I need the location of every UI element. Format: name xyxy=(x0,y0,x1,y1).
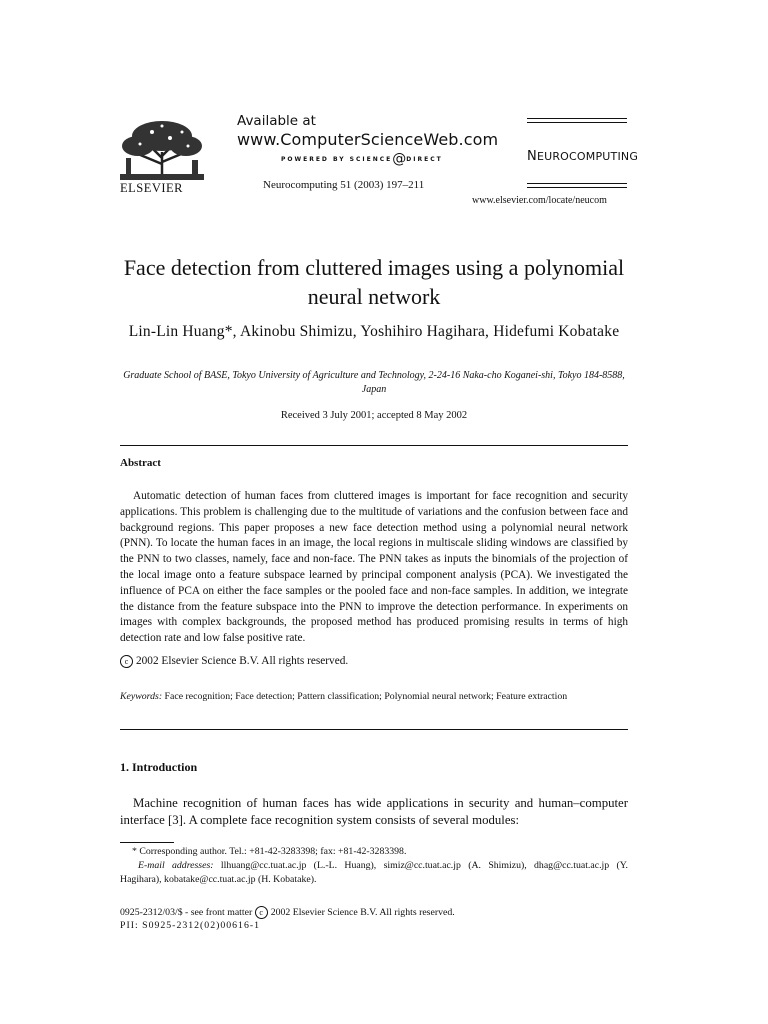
abstract-heading: Abstract xyxy=(120,457,161,469)
paper-title: Face detection from cluttered images using a polynomial neural network xyxy=(123,255,625,309)
powered-post-text: DIRECT xyxy=(406,156,443,163)
author-list: Lin-Lin Huang*, Akinobu Shimizu, Yoshihiro Hagihara, Hidefumi Kobatake xyxy=(128,323,620,340)
received-dates: Received 3 July 2001; accepted 8 May 2002 xyxy=(280,410,468,421)
abstract-copyright-text: 2002 Elsevier Science B.V. All rights reserved. xyxy=(136,655,349,668)
publisher-name: ELSEVIER xyxy=(120,181,184,195)
abstract-rule-bottom xyxy=(120,729,628,730)
introduction-text: Machine recognition of human faces has wide applications in security and human–computer interface [3]. A complete face recognition system consists of several modules: xyxy=(120,796,628,827)
powered-pre-text: POWERED BY SCIENCE xyxy=(281,156,393,163)
journal-issue: Neurocomputing 51 (2003) 197–211 xyxy=(263,179,425,191)
keywords-text: Face recognition; Face detection; Pattern classification; Polynomial neural network; Feature extraction xyxy=(164,691,568,702)
footnote-corresponding: * Corresponding author. Tel.: +81-42-3283398; fax: +81-42-3283398. xyxy=(132,846,407,857)
abstract-rule-top xyxy=(120,445,628,446)
copyright-icon-2: c xyxy=(255,906,268,919)
brand-rule-bottom-2 xyxy=(527,187,627,188)
brand-rule-top-2 xyxy=(527,122,627,123)
journal-brand-rest: EUROCOMPUTING xyxy=(536,150,639,163)
available-at-text: Available at xyxy=(237,113,316,129)
journal-brand xyxy=(527,149,638,164)
journal-url[interactable]: www.elsevier.com/locate/neucom xyxy=(472,195,607,206)
keywords-label: Keywords: xyxy=(120,691,163,702)
copyright-icon: c xyxy=(120,655,133,668)
journal-brand-initial: N xyxy=(527,149,537,164)
keywords xyxy=(120,690,628,705)
brand-rule-bottom xyxy=(527,183,627,184)
section-heading-introduction: 1. Introduction xyxy=(120,760,198,774)
abstract-copyright xyxy=(120,655,348,668)
email-list: llhuang@cc.tuat.ac.jp (L.-L. Huang), simiz@cc.tuat.ac.jp (A. Shimizu), dhag@cc.tuat.ac.jp (Y. Hagihara), kobatake@cc.tuat.ac.jp (H. Kobatake). xyxy=(120,860,628,885)
elsevier-tree-logo xyxy=(118,118,206,182)
email-label: E-mail addresses: xyxy=(138,860,214,871)
powered-by-logo xyxy=(281,151,443,167)
brand-rule-top xyxy=(527,118,627,119)
footnote-emails xyxy=(120,859,628,887)
issn-copyright: 2002 Elsevier Science B.V. All rights reserved. xyxy=(270,906,455,918)
site-link[interactable]: www.ComputerScienceWeb.com xyxy=(237,130,499,149)
affiliation: Graduate School of BASE, Tokyo University of Agriculture and Technology, 2-24-16 Naka-cho Koganei-shi, Tokyo 184-8588, Japan xyxy=(123,370,625,395)
at-icon: @ xyxy=(392,151,407,167)
abstract-text: Automatic detection of human faces from cluttered images is important for face recognition and security applications. This problem is challenging due to the multitude of variations and the confusion between face and background regions. This paper proposes a new face detection method using a polynomial neural network (PNN). To locate the human faces in an image, the local regions in multiscale sliding windows are classified by the PNN to two classes, namely, face and non-face. The PNN takes as inputs the binomials of the projection of the local image onto a feature subspace learned by principal component analysis (PCA). We investigated the influence of PCA on either the face samples or the pooled face and non-face samples. In addition, we integrate the distance from the feature subspace into the PNN to improve the detection performance. In experiments on images with complex backgrounds, the proposed method has produced promising results in terms of high detection rate and low false positive rate. xyxy=(120,490,628,645)
issn-line xyxy=(120,906,455,919)
footnote-rule xyxy=(120,842,174,843)
pii-line: PII: S0925-2312(02)00616-1 xyxy=(120,920,261,931)
issn-text: 0925-2312/03/$ - see front matter xyxy=(120,906,253,918)
